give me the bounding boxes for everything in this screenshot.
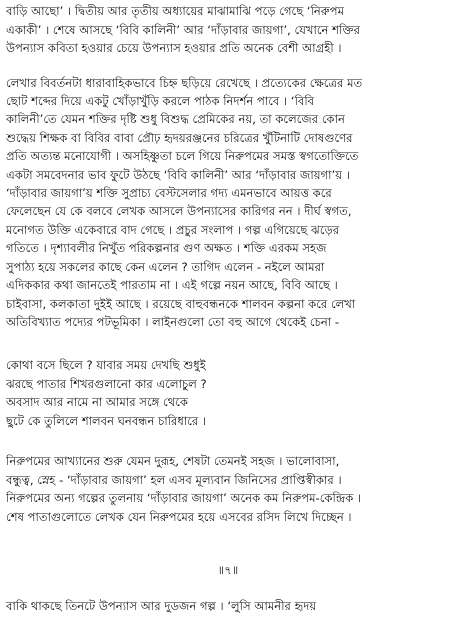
text-line: শুদ্ধেয় শিক্ষক বা বিবির বাবা প্রৌঢ় হৃদয়রঞ্জনের চরিত্রের খুঁটিনাটি দোষগুণের [6,131,353,145]
text-line: কালিনী’তে যেমন শক্তির দৃষ্টি শুধু বিশুদ্ধ প্রেমিকের নয়, তা কলেজের কোন [6,112,345,126]
page-number: ॥৭॥ [217,563,239,577]
text-line: শেষ পাতাগুলোতে লেখক যেন নিরুপমের হয়ে এসবের রসিদ লিখে দিচ্ছেন । [6,510,352,524]
text-line: ফেলেছেন যে কে বলবে লেখক আসলে উপন্যাসের কারিগর নন । দীর্ঘ স্বগত, [6,204,352,218]
text-line: ‘দাঁড়াবার জায়গা’য় শক্তি সুপ্রাচ্য বেস্টসেলার গদ্য এমনভাবে আয়ত্ত করে [6,186,332,200]
text-line: মনোগত উক্তি একেবারে বাদ গেছে । প্রচুর সংলাপ । গল্প এগিয়েছে ঝড়ের [6,223,340,237]
text-line: লেখার বিবর্তনটা ধারাবাহিকভাবে চিহ্ন ছড়িয়ে রেখেছে । প্রত্যেকের ক্ষেত্রের মত [6,76,363,90]
text-line: অতিবিখ্যাত পদ্যের পটভূমিকা । লাইনগুলো তো বহু আগে থেকেই চেনা - [6,315,340,329]
poem-line: ঝরছে পাতার শিখরগুলানো কার এলোচুল ? [6,377,207,391]
text-line: একাকী’ । শেষে আসছে ‘বিবি কালিনী’ আর ‘দাঁড়াবার জায়গা’, যেখানে শক্তির [6,23,360,37]
footer-text-line: বাকি থাকছে তিনটে উপন্যাস আর দুডজন গল্প । ‘লুসি আমনীর হৃদয় [6,599,317,613]
text-line: চাইবাসা, কলকাতা দুইই আছে । রয়েছে বাহুবন্ধনকে শালবন কল্পনা করে লেখা [6,297,356,311]
text-line: বাড়ি আছো’ । দ্বিতীয় আর তৃতীয় অধ্যায়ের মাঝামাঝি পড়ে গেছে ‘নিরুপম [6,4,345,18]
text-line: নিরুপমের আখ্যানের শুরু যেমন দুরূহ, শেষটা তেমনই সহজ । ভালোবাসা, [6,454,340,468]
text-line: উপন্যাস কবিতা হওয়ার চেয়ে উপন্যাস হওয়ার প্রতি অনেক বেশী আগ্রহী । [6,41,342,55]
poem-line: কোথা বসে ছিলে ? যাবার সময় দেখছি শুধুই [6,358,206,372]
text-line: গতিতে । দৃশ্যাবলীর নিখুঁত পরিকল্পনার গুণ অক্ষত । শক্তি এরকম সহজ [6,241,327,255]
text-line: বন্ধুত্ব, স্নেহ - ‘দাঁড়াবার জায়গা’ হল এসব মূল্যবান জিনিসের প্রাপ্তিস্বীকার । [6,473,342,487]
text-line: ছোট শব্দের দিয়ে একটু খোঁড়াখুঁড়ি করলে পাঠক নিদর্শন পাবে । ‘বিবি [6,94,315,108]
poem-line: ছুটে কে তুলিলে শালবন ঘনবন্ধন চারিধারে । [6,414,207,428]
text-line: এদিককার কথা জানতেই পারতাম না । এই গল্পে নয়ন আছে, বিবি আছে । [6,278,338,292]
text-line: নিরুপমের অন্য গল্পের তুলনায় ‘দাঁড়াবার জায়গা’ অনেক কম নিরুপম-কেন্দ্রিক । [6,491,362,505]
text-line: প্রতি অত্যন্ত মনোযোগী । অসহিষ্ণুতা চলে গিয়ে নিরুপমের সমস্ত স্বগতোক্তিতে [6,149,359,163]
text-line: সুপাঠ্য হয়ে সকলের কাছে কেন এলেন ? তাগিদ এলেন - নইলে আমরা [6,260,325,274]
poem-line: অবসাদ আর নামে না আমার সঙ্গে থেকে [6,395,188,409]
text-line: একটা সমবেদনার ভাব ফুটে উঠছে ‘বিবি কালিনী’ আর ‘দাঁড়াবার জায়গা’য় । [6,168,350,182]
